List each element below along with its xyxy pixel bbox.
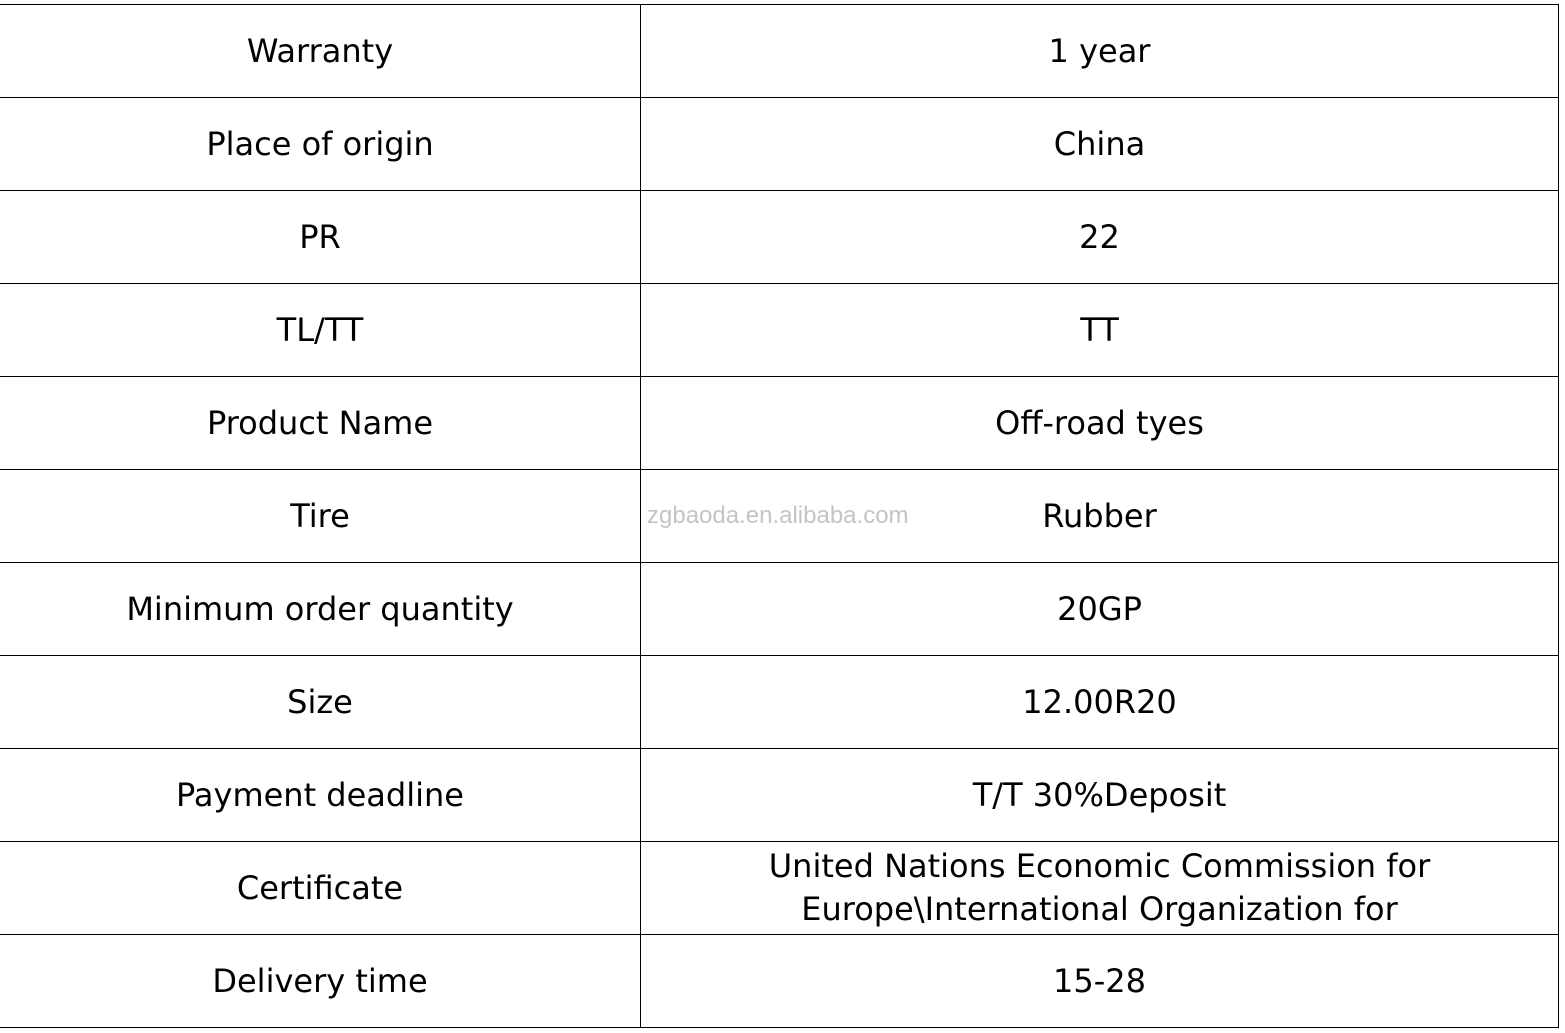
table-row bbox=[0, 563, 1559, 656]
label-product-name: Product Name bbox=[0, 377, 641, 470]
value-minimum-order-quantity: 20GP bbox=[641, 563, 1559, 656]
table-row bbox=[0, 5, 1559, 98]
label-tl-tt: TL/TT bbox=[0, 284, 641, 377]
label-size: Size bbox=[0, 656, 641, 749]
certificate-value-text bbox=[769, 845, 1431, 931]
value-delivery-time: 15-28 bbox=[641, 935, 1559, 1028]
certificate-line-2: Europe\International Organization for bbox=[801, 890, 1398, 928]
table-row bbox=[0, 935, 1559, 1028]
label-delivery-time: Delivery time bbox=[0, 935, 641, 1028]
label-pr: PR bbox=[0, 191, 641, 284]
label-payment-deadline: Payment deadline bbox=[0, 749, 641, 842]
table-row bbox=[0, 98, 1559, 191]
value-certificate bbox=[641, 842, 1559, 935]
value-size: 12.00R20 bbox=[641, 656, 1559, 749]
table-row bbox=[0, 749, 1559, 842]
value-payment-deadline: T/T 30%Deposit bbox=[641, 749, 1559, 842]
certificate-line-1: United Nations Economic Commission for bbox=[768, 847, 1431, 885]
watermark-text: zgbaoda.en.alibaba.com bbox=[647, 502, 909, 529]
value-pr: 22 bbox=[641, 191, 1559, 284]
table-row bbox=[0, 284, 1559, 377]
value-place-of-origin: China bbox=[641, 98, 1559, 191]
label-certificate: Certificate bbox=[0, 842, 641, 935]
value-warranty: 1 year bbox=[641, 5, 1559, 98]
table-row bbox=[0, 470, 1559, 563]
label-tire: Tire bbox=[0, 470, 641, 563]
label-place-of-origin: Place of origin bbox=[0, 98, 641, 191]
table-row bbox=[0, 191, 1559, 284]
value-tl-tt: TT bbox=[641, 284, 1559, 377]
label-warranty: Warranty bbox=[0, 5, 641, 98]
table-row bbox=[0, 842, 1559, 935]
spec-table bbox=[0, 4, 1559, 1028]
table-row bbox=[0, 656, 1559, 749]
table-row bbox=[0, 377, 1559, 470]
value-product-name: Off-road tyes bbox=[641, 377, 1559, 470]
label-minimum-order-quantity: Minimum order quantity bbox=[0, 563, 641, 656]
value-tire: Rubber bbox=[641, 470, 1559, 563]
